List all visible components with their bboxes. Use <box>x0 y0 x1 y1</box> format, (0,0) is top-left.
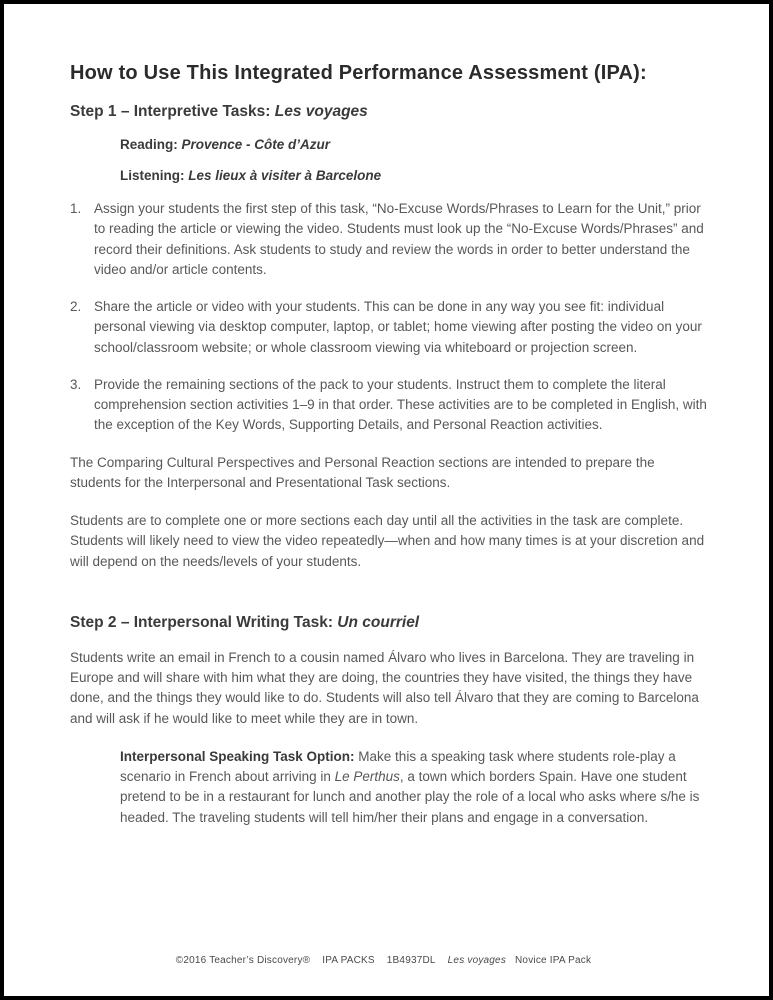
footer-product-title-italic: Les voyages <box>447 955 507 966</box>
paragraph-completion-guidance: Students are to complete one or more sections each day until all the activities in the task are complete. Students will likely need to view the video repeatedly—when and how many times is at your discretion and will depend on the needs/levels of your students. <box>70 513 705 569</box>
step2-paragraph: Students write an email in French to a cousin named Álvaro who lives in Barcelona. They are traveling in Europe and will share with him what they are doing, the countries they have visited, the things they have done, and the things they would like to do. Students will also tell Álvaro that they are coming to Barcelona and will ask if he would like to meet while they are in town. <box>70 649 699 726</box>
step1-heading <box>70 103 709 121</box>
footer-sku: 1B4937DL <box>386 955 436 966</box>
speaking-task-option-text-1: Make this a speaking task where students role-play a scenario in French about arriving in <box>120 748 676 784</box>
list-item-number: 3. <box>70 376 82 392</box>
list-item-number: 2. <box>70 299 82 314</box>
step2-heading-italic: Un courriel <box>337 613 420 631</box>
instruction-list <box>70 199 709 436</box>
speaking-task-option-italic: Le Perthus <box>334 769 400 784</box>
list-item-text: Share the article or video with your students. This can be done in any way you see fit: individual personal viewing via desktop computer, laptop, or tablet; home viewing after posting the video on your school/classroom website; or whole classroom viewing via whiteboard or projection screen. <box>94 299 702 355</box>
spacer <box>70 590 709 614</box>
listening-label: Listening: <box>120 168 189 183</box>
list-item-number: 1. <box>70 201 82 216</box>
speaking-task-option-text-2: , a town which borders Spain. Have one student pretend to be in a restaurant for lunch and another play the role of a local who asks where s/he is headed. The traveling students will tell him/her their plans and engage in a conversation. <box>120 769 700 825</box>
page-title: How to Use This Integrated Performance Assessment (IPA): <box>70 62 647 84</box>
speaking-task-option-label: Interpersonal Speaking Task Option: <box>120 748 359 764</box>
footer-copyright: ©2016 Teacher’s Discovery® <box>175 955 311 966</box>
footer-product-title-rest: Novice IPA Pack <box>515 955 592 966</box>
reading-value: Provence - Côte d’Azur <box>181 137 331 152</box>
step1-heading-text: Step 1 – Interpretive Tasks: <box>70 103 275 120</box>
list-item <box>70 375 709 436</box>
listening-line <box>120 168 709 183</box>
page-footer <box>4 955 769 966</box>
paragraph-cultural-perspectives: The Comparing Cultural Perspectives and Personal Reaction sections are intended to prepare the students for the Interpersonal and Presentational Task sections. <box>70 454 655 490</box>
step1-heading-italic: Les voyages <box>274 103 368 120</box>
page-content <box>4 4 769 828</box>
reading-line <box>120 137 709 152</box>
footer-series: IPA PACKS <box>322 955 375 966</box>
step2-heading-text: Step 2 – Interpersonal Writing Task: <box>70 613 338 631</box>
step2-heading <box>70 614 709 632</box>
list-item-text: Assign your students the first step of this task, “No-Excuse Words/Phrases to Learn for the Unit,” prior to reading the article or viewing the video. Students must look up the “No-Excuse Words/Phrases” and record their definitions. Ask students to study and review the words in order to better understand the video and/or article contents. <box>94 201 704 277</box>
reading-label: Reading: <box>120 137 182 152</box>
speaking-task-option-paragraph <box>120 747 709 828</box>
listening-value: Les lieux à visiter à Barcelone <box>188 168 382 183</box>
footer-product-title <box>448 955 598 966</box>
list-item-text: Provide the remaining sections of the pack to your students. Instruct them to complete the literal comprehension section activities 1–9 in that order. These activities are to be completed in English, with the exception of the Key Words, Supporting Details, and Personal Reaction activities. <box>94 376 707 433</box>
list-item <box>70 297 709 358</box>
list-item <box>70 199 709 280</box>
